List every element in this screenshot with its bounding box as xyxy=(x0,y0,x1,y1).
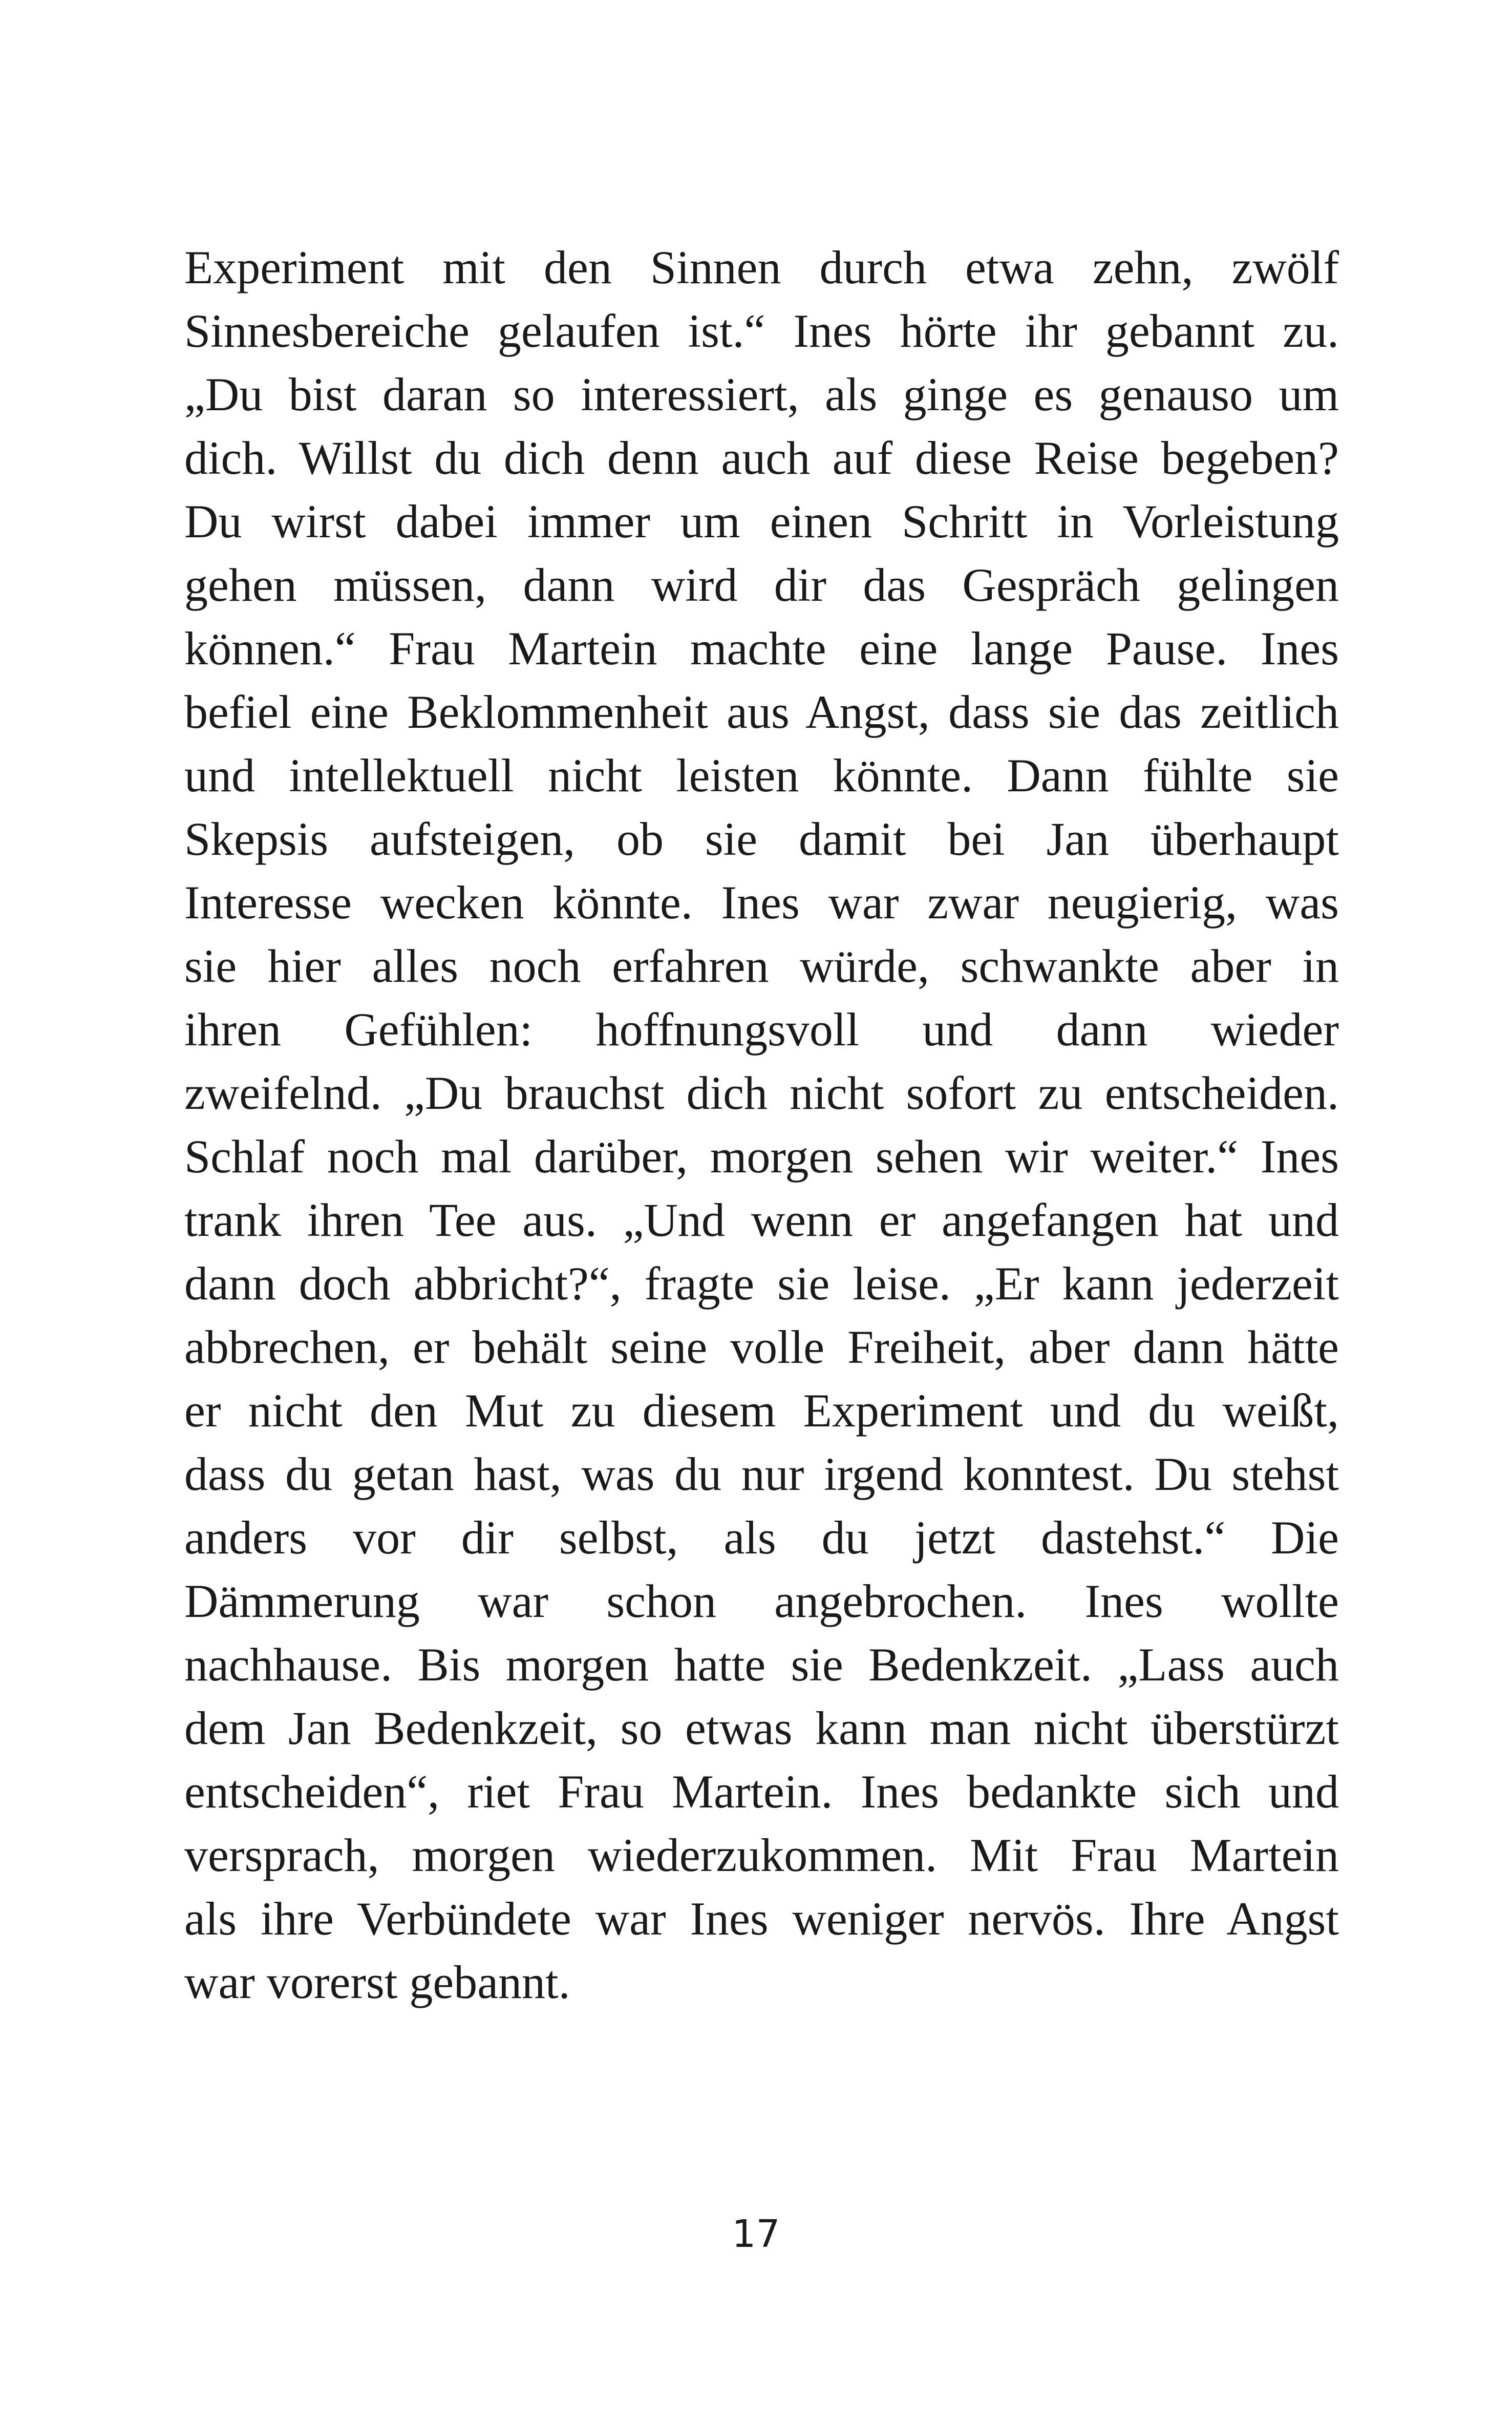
text-line: dem Jan Bedenkzeit, so etwas kann man nicht überstürzt xyxy=(184,1702,1339,1754)
text-line: als ihre Verbündete war Ines weniger nervös. Ihre Angst xyxy=(184,1892,1339,1945)
page-number: 17 xyxy=(732,2212,780,2256)
text-line: abbrechen, er behält seine volle Freiheit, aber dann hätte xyxy=(184,1321,1339,1373)
text-line: Du wirst dabei immer um einen Schritt in Vorleistung xyxy=(184,495,1339,548)
text-line: dann doch abbricht?“, fragte sie leise. „Er kann jederzeit xyxy=(184,1257,1339,1310)
text-line: Skepsis aufsteigen, ob sie damit bei Jan überhaupt xyxy=(184,813,1339,865)
text-line: entscheiden“, riet Frau Martein. Ines bedankte sich und xyxy=(184,1765,1339,1818)
text-line: Sinnesbereiche gelaufen ist.“ Ines hörte ihr gebannt zu. xyxy=(184,305,1339,357)
text-line: zweifelnd. „Du brauchst dich nicht sofort zu entscheiden. xyxy=(184,1067,1339,1119)
text-line: nachhause. Bis morgen hatte sie Bedenkzeit. „Lass auch xyxy=(184,1638,1339,1691)
text-line: Schlaf noch mal darüber, morgen sehen wir weiter.“ Ines xyxy=(184,1130,1339,1183)
text-line: und intellektuell nicht leisten könnte. Dann fühlte sie xyxy=(184,749,1339,802)
body-text xyxy=(184,236,1339,2014)
text-line: war vorerst gebannt. xyxy=(184,1956,570,2008)
text-line: dass du getan hast, was du nur irgend konntest. Du stehst xyxy=(184,1448,1339,1500)
text-line: dich. Willst du dich denn auch auf diese Reise begeben? xyxy=(184,432,1339,484)
text-line: Interesse wecken könnte. Ines war zwar neugierig, was xyxy=(184,876,1339,929)
text-line: anders vor dir selbst, als du jetzt dastehst.“ Die xyxy=(184,1511,1339,1564)
text-line: sie hier alles noch erfahren würde, schwankte aber in xyxy=(184,940,1339,992)
text-line: gehen müssen, dann wird dir das Gespräch gelingen xyxy=(184,559,1339,611)
text-line: „Du bist daran so interessiert, als ginge es genauso um xyxy=(184,368,1339,420)
text-line: versprach, morgen wiederzukommen. Mit Frau Martein xyxy=(184,1829,1339,1881)
text-line: befiel eine Beklommenheit aus Angst, dass sie das zeitlich xyxy=(184,686,1339,738)
text-line: Experiment mit den Sinnen durch etwa zehn, zwölf xyxy=(184,241,1339,293)
text-line: er nicht den Mut zu diesem Experiment und du weißt, xyxy=(184,1384,1339,1437)
text-line: können.“ Frau Martein machte eine lange Pause. Ines xyxy=(184,622,1339,675)
text-line: ihren Gefühlen: hoffnungsvoll und dann wieder xyxy=(184,1003,1339,1056)
text-line: Dämmerung war schon angebrochen. Ines wollte xyxy=(184,1575,1339,1627)
text-line: trank ihren Tee aus. „Und wenn er angefangen hat und xyxy=(184,1194,1339,1246)
